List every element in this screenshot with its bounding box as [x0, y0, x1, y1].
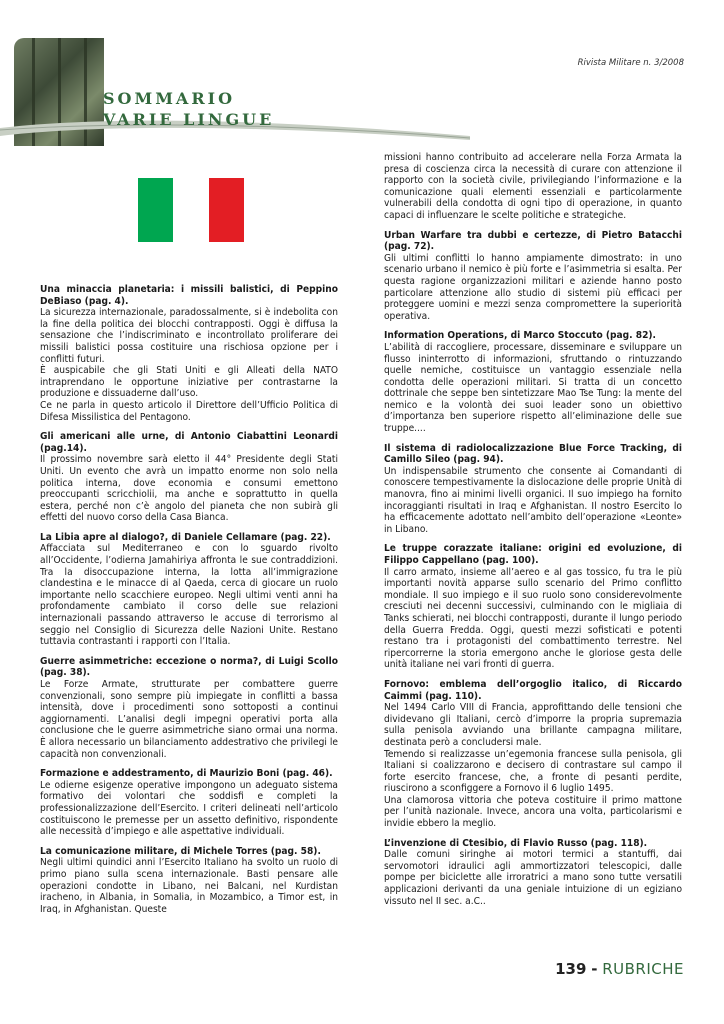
footer-separator: -	[591, 960, 598, 978]
article-summary	[384, 679, 682, 830]
title-line-1: SOMMARIO	[103, 89, 236, 108]
article-heading: Una minaccia planetaria: i missili balistici, di Peppino DeBiaso (pag. 4).	[40, 284, 338, 307]
article-heading: Information Operations, di Marco Stoccuto (pag. 82).	[384, 330, 656, 342]
article-summary	[384, 152, 682, 222]
article-body: Un indispensabile strumento che consente ai Comandanti di conoscere tempestivamente la dislocazione delle proprie Unità di manovra, fino ai minimi livelli organici. Il suo impiego ha fornito incoraggianti risultati in Iraq e Afghanistan. Il nostro Esercito lo ha efficacemente adottato nell’ambito dell’operazione «Leonte» in Libano.	[384, 465, 682, 535]
flag-stripe-red	[209, 178, 244, 242]
flag-stripe-white	[173, 178, 208, 242]
article-body: L’abilità di raccogliere, processare, disseminare e sviluppare un flusso ininterrotto di informazioni, sfruttando o rintuzzando quelle nemiche, costituisce un vantaggio essenziale nella condotta delle operazioni militari. Si tratta di un concetto dottrinale che seppe ben sintetizzare Mao Tse Tung: la mente del nemico e la volontà dei suoi leader sono un obiettivo d’importanza ben superiore rispetto all’eliminazione delle sue truppe....	[384, 341, 682, 435]
article-heading: Il sistema di radiolocalizzazione Blue Force Tracking, di Camillo Sileo (pag. 94).	[384, 442, 682, 466]
article-summary	[40, 768, 338, 838]
article-heading: L’invenzione di Ctesibio, di Flavio Russo (pag. 118).	[384, 837, 648, 849]
article-body: Il prossimo novembre sarà eletto il 44° Presidente degli Stati Uniti. Un evento che avrà un impatto enorme non solo nella politica interna, dove economia e consumi emettono preoccupanti scricchiolii, ma anche e soprattutto in quella estera, perché non c’è angolo del pianeta che non subirà gli effetti del nuovo corso della Casa Bianca.	[40, 454, 338, 524]
article-heading: Guerre asimmetriche: eccezione o norma?, di Luigi Scollo (pag. 38).	[40, 655, 338, 679]
flag-stripe-green	[138, 178, 173, 242]
article-summary	[384, 443, 682, 536]
article-body: Le odierne esigenze operative impongono un adeguato sistema formativo dei volontari che soddisfi e completi la professionalizzazione dell’Esercito. I criteri delineati nell’articolo costituiscono le premesse per un assetto definitivo, rispondente alle necessità d’impiego e alle aspettative individuali.	[40, 779, 338, 838]
article-heading: La comunicazione militare, di Michele Torres (pag. 58).	[40, 845, 321, 857]
article-body: La sicurezza internazionale, paradossalmente, si è indebolita con la fine della politica dei blocchi contrapposti. Oggi è diffusa la sensazione che l’indiscriminato e incontrollato proliferare dei missili balistici possa costituire una rischiosa opzione per i conflitti futuri. È auspicabile che gli Stati Uniti e gli Alleati della NATO intraprendano le opportune iniziative per contrastarne la produzione e dissuaderne dall’uso. Ce ne parla in questo articolo il Direttore dell’Ufficio Politica di Difesa Missilistica del Pentagono.	[40, 307, 338, 423]
article-summary	[384, 330, 682, 434]
article-body: Affacciata sul Mediterraneo e con lo sguardo rivolto all’Occidente, l’odierna Jamahiriya affronta le sue contraddizioni. Tra la disoccupazione interna, la lotta all’immigrazione clandestina e le minacce di al Qaeda, cerca di giocare un ruolo importante nello scacchiere europeo. Negli ultimi venti anni ha profondamente cambiato il corso delle sue relazioni internazionali passando attraverso le accuse di terrorismo al seggio nel Consiglio di Sicurezza delle Nazioni Unite. Restano tuttavia contrastanti i rapporti con l’Italia.	[40, 543, 338, 648]
article-body: Le Forze Armate, strutturate per combattere guerre convenzionali, sono sempre più impiegate in conflitti a bassa intensità, dove i procedimenti sono sottoposti a continui aggiornamenti. L’analisi degli impegni operativi porta alla conclusione che le guerre asimmetriche siano ormai una norma. È allora necessario un bilanciamento addestrativo che privilegi le capacità non convenzionali.	[40, 679, 338, 760]
article-body: missioni hanno contribuito ad accelerare nella Forza Armata la presa di coscienza circa la necessità di curare con attenzione il rapporto con la società civile, privilegiando l’informazione e la comunicazione quali elementi essenziali e particolarmente vulnerabili della condotta di ogni tipo di operazione, in quanto capaci di influenzare le scelte politiche e strategiche.	[384, 152, 682, 221]
article-body: Dalle comuni siringhe ai motori termici a stantuffi, dai servomotori idraulici agli ammortizzatori telescopici, dalle pompe per biciclette alle irroratrici a mano sono tutte versatili applicazioni derivanti da una geniale intuizione di un egiziano vissuto nel II sec. a.C..	[384, 849, 682, 907]
article-body: Nel 1494 Carlo VIII di Francia, approfittando delle tensioni che dividevano gli Italiani, cercò d’imporre la propria supremazia sulla penisola avviando una brillante campagna militare, destinata però a concludersi male. Temendo si realizzasse un’egemonia francese sulla penisola, gli Italiani si coalizzarono e decisero di contrastare sul campo il forte esercito francese, che, a fronte di pesanti perdite, riuscirono a sconfiggere a Fornovo il 6 luglio 1495. Una clamorosa vittoria che poteva costituire il primo mattone per l’unità nazionale. Invece, ancora una volta, particolarismi e invidie ebbero la meglio.	[384, 702, 682, 830]
article-heading: Gli americani alle urne, di Antonio Ciabattini Leonardi (pag.14).	[40, 431, 338, 454]
article-summary	[40, 431, 338, 524]
article-body: Negli ultimi quindici anni l’Esercito Italiano ha svolto un ruolo di primo piano sulla scena internazionale. Basti pensare alle operazioni condotte in Libano, nei Balcani, nel Kurdistan iracheno, in Albania, in Somalia, in Mozambico, a Timor est, in Iraq, in Afghanistan. Queste	[40, 857, 338, 915]
title-line-2: VARIE LINGUE	[103, 110, 275, 129]
article-summary	[40, 846, 338, 916]
article-summary	[384, 543, 682, 671]
section-label: RUBRICHE	[602, 960, 684, 978]
page-title	[103, 88, 274, 130]
article-body: Gli ultimi conflitti lo hanno ampiamente dimostrato: in uno scenario urbano il nemico è più forte e l’asimmetria si esalta. Per questa ragione organizzazioni militari e aziende hanno posto particolare attenzione allo studio di sistemi più efficaci per proteggere uomini e mezzi senza compromettere la superiorità operativa.	[384, 252, 682, 322]
right-column	[384, 152, 682, 915]
article-summary	[384, 838, 682, 908]
article-heading: Le truppe corazzate italiane: origini ed evoluzione, di Filippo Cappellano (pag. 100).	[384, 543, 682, 566]
article-summary	[40, 532, 338, 648]
page-number: 139	[555, 960, 587, 978]
left-column	[40, 284, 338, 923]
article-summary	[40, 284, 338, 423]
article-heading: Formazione e addestramento, di Maurizio Boni (pag. 46).	[40, 768, 333, 780]
article-body: Il carro armato, insieme all’aereo e al gas tossico, fu tra le più importanti novità apparse sullo scenario del Primo conflitto mondiale. Il suo impiego e il suo ruolo sono considerevolmente cresciuti nei decenni successivi, culminando con le migliaia di Tanks schierati, nei blocchi contrapposti, durante il lungo periodo della Guerra Fredda. Oggi, questi mezzi sofisticati e potenti restano tra i protagonisti del combattimento terrestre. Nel ripercorrerne la storia emergono anche le gloriose gesta delle unità italiane nei vari fronti di guerra.	[384, 566, 682, 671]
article-heading: La Libia apre al dialogo?, di Daniele Cellamare (pag. 22).	[40, 531, 331, 543]
page-footer	[555, 960, 684, 978]
italian-flag	[138, 178, 244, 242]
publication-label: Rivista Militare n. 3/2008	[577, 58, 684, 68]
article-heading: Urban Warfare tra dubbi e certezze, di Pietro Batacchi (pag. 72).	[384, 229, 682, 253]
article-heading: Fornovo: emblema dell’orgoglio italico, di Riccardo Caimmi (pag. 110).	[384, 678, 682, 702]
article-summary	[40, 656, 338, 760]
article-summary	[384, 230, 682, 323]
